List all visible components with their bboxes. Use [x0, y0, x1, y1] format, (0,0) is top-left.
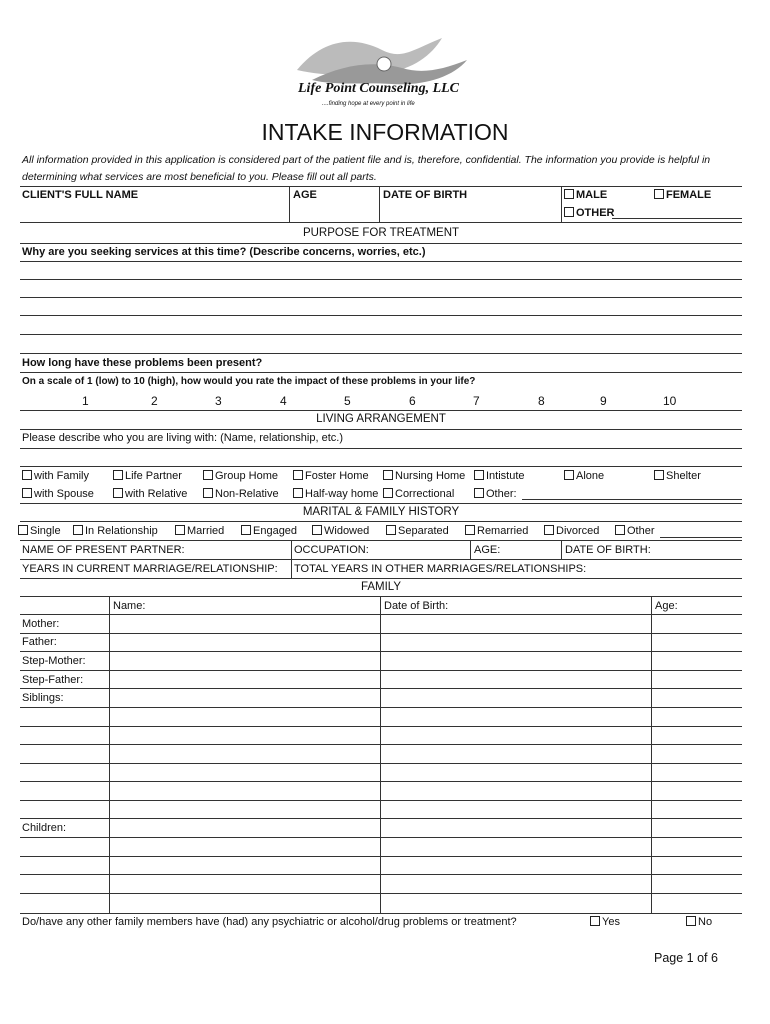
checkbox-icon — [386, 525, 396, 535]
checkbox-icon — [203, 470, 213, 480]
checkbox-icon — [293, 470, 303, 480]
checkbox-icon — [615, 525, 625, 535]
scale-option[interactable]: 10 — [663, 394, 677, 408]
answer-line[interactable] — [20, 448, 742, 449]
checkbox-icon — [175, 525, 185, 535]
logo — [292, 30, 472, 110]
scale-option[interactable]: 9 — [600, 394, 607, 408]
purpose-heading: PURPOSE FOR TREATMENT — [302, 227, 460, 239]
checkbox-icon — [312, 525, 322, 535]
marital-option[interactable]: Widowed — [312, 525, 369, 538]
scale-option[interactable]: 6 — [409, 394, 416, 408]
checkbox-icon — [383, 470, 393, 480]
checkbox-icon — [113, 470, 123, 480]
scale-question: On a scale of 1 (low) to 10 (high), how would you rate the impact of these problems in your life? — [22, 376, 476, 387]
scale-option[interactable]: 8 — [538, 394, 545, 408]
living-prompt: Please describe who you are living with: (Name, relationship, etc.) — [22, 432, 343, 444]
female-checkbox[interactable]: FEMALE — [654, 189, 711, 202]
partner-occupation-label: OCCUPATION: — [294, 544, 369, 556]
partner-dob-label: DATE OF BIRTH: — [565, 544, 651, 556]
living-heading: LIVING ARRANGEMENT — [316, 413, 446, 425]
answer-line[interactable] — [20, 334, 742, 335]
family-row-siblings: Siblings: — [22, 692, 64, 704]
family-col-dob: Date of Birth: — [384, 600, 449, 612]
checkbox-icon — [113, 488, 123, 498]
scale-option[interactable]: 2 — [151, 394, 158, 408]
checkbox-icon — [654, 470, 664, 480]
psych-yes-checkbox[interactable]: Yes — [590, 916, 620, 929]
psych-no-checkbox[interactable]: No — [686, 916, 712, 929]
checkbox-icon — [241, 525, 251, 535]
checkbox-icon — [654, 189, 664, 199]
checkbox-icon — [203, 488, 213, 498]
marital-option[interactable]: Married — [175, 525, 224, 538]
checkbox-icon — [22, 470, 32, 480]
living-option[interactable]: with Family — [22, 470, 89, 483]
living-option[interactable]: with Relative — [113, 488, 187, 501]
family-row-children: Children: — [22, 822, 67, 834]
answer-line[interactable] — [20, 353, 742, 354]
family-row-stepmother: Step-Mother: — [22, 655, 86, 667]
checkbox-icon — [686, 916, 696, 926]
family-heading: FAMILY — [360, 581, 402, 593]
marital-option[interactable]: Separated — [386, 525, 449, 538]
answer-line[interactable] — [20, 315, 742, 316]
years-other-label: TOTAL YEARS IN OTHER MARRIAGES/RELATIONSHIPS: — [294, 563, 587, 575]
company-name: Life Point Counseling, LLC — [298, 81, 460, 96]
marital-option[interactable]: Remarried — [465, 525, 528, 538]
scale-option[interactable]: 1 — [82, 394, 89, 408]
living-option[interactable]: Alone — [564, 470, 604, 483]
scale-option[interactable]: 5 — [344, 394, 351, 408]
checkbox-icon — [465, 525, 475, 535]
partner-name-label: NAME OF PRESENT PARTNER: — [22, 544, 185, 556]
living-option[interactable]: Correctional — [383, 488, 454, 501]
living-option-other[interactable]: Other: — [474, 488, 517, 501]
other-gender-checkbox[interactable]: OTHER — [564, 207, 615, 220]
checkbox-icon — [544, 525, 554, 535]
checkbox-icon — [564, 470, 574, 480]
marital-option[interactable]: Divorced — [544, 525, 599, 538]
family-row-mother: Mother: — [22, 618, 60, 630]
purpose-question: Why are you seeking services at this time? (Describe concerns, worries, etc.) — [22, 246, 426, 258]
psych-question: Do/have any other family members have (had) any psychiatric or alcohol/drug problems or treatment? — [22, 916, 517, 928]
marital-option[interactable]: In Relationship — [73, 525, 158, 538]
client-dob-label: DATE OF BIRTH — [383, 189, 468, 201]
impact-scale — [20, 393, 742, 409]
checkbox-icon — [18, 525, 28, 535]
answer-line[interactable] — [20, 297, 742, 298]
family-col-name: Name: — [113, 600, 146, 612]
living-option[interactable]: Group Home — [203, 470, 278, 483]
living-other-field[interactable] — [522, 499, 742, 500]
tagline: ....finding hope at every point in life — [322, 101, 415, 107]
checkbox-icon — [564, 207, 574, 217]
living-option[interactable]: Non-Relative — [203, 488, 279, 501]
partner-age-label: AGE: — [474, 544, 501, 556]
duration-question: How long have these problems been present? — [22, 357, 263, 369]
page-title: INTAKE INFORMATION — [261, 119, 509, 145]
living-option[interactable]: Half-way home — [293, 488, 378, 501]
scale-option[interactable]: 7 — [473, 394, 480, 408]
years-current-label: YEARS IN CURRENT MARRIAGE/RELATIONSHIP: — [22, 563, 278, 575]
intro-text: All information provided in this application is considered part of the patient file and is, therefore, confidential. The information you provide is helpful in determining what services are most beneficial to you. Please fill out all parts. — [22, 154, 711, 183]
page-number: Page 1 of 6 — [654, 951, 718, 965]
client-name-label: CLIENT'S FULL NAME — [22, 189, 139, 201]
other-gender-field[interactable] — [612, 218, 742, 219]
checkbox-icon — [383, 488, 393, 498]
checkbox-icon — [293, 488, 303, 498]
checkbox-icon — [22, 488, 32, 498]
family-row-stepfather: Step-Father: — [22, 674, 84, 686]
living-option[interactable]: Intistute — [474, 470, 525, 483]
living-option[interactable]: with Spouse — [22, 488, 94, 501]
checkbox-icon — [474, 488, 484, 498]
living-option[interactable]: Nursing Home — [383, 470, 465, 483]
living-option[interactable]: Foster Home — [293, 470, 369, 483]
scale-option[interactable]: 4 — [280, 394, 287, 408]
marital-option-other[interactable]: Other — [615, 525, 655, 538]
answer-line[interactable] — [20, 279, 742, 280]
checkbox-icon — [474, 470, 484, 480]
checkbox-icon — [564, 189, 574, 199]
living-option[interactable]: Shelter — [654, 470, 701, 483]
family-col-age: Age: — [655, 600, 678, 612]
male-checkbox[interactable]: MALE — [564, 189, 607, 202]
checkbox-icon — [590, 916, 600, 926]
checkbox-icon — [73, 525, 83, 535]
client-age-label: AGE — [293, 189, 317, 201]
family-table — [0, 596, 770, 914]
marital-other-field[interactable] — [660, 537, 742, 538]
marital-heading: MARITAL & FAMILY HISTORY — [302, 506, 460, 518]
answer-line[interactable] — [20, 261, 742, 262]
family-row-father: Father: — [22, 636, 57, 648]
scale-option[interactable]: 3 — [215, 394, 222, 408]
marital-option[interactable]: Single — [18, 525, 61, 538]
answer-line[interactable] — [20, 466, 742, 467]
living-option[interactable]: Life Partner — [113, 470, 182, 483]
marital-option[interactable]: Engaged — [241, 525, 297, 538]
